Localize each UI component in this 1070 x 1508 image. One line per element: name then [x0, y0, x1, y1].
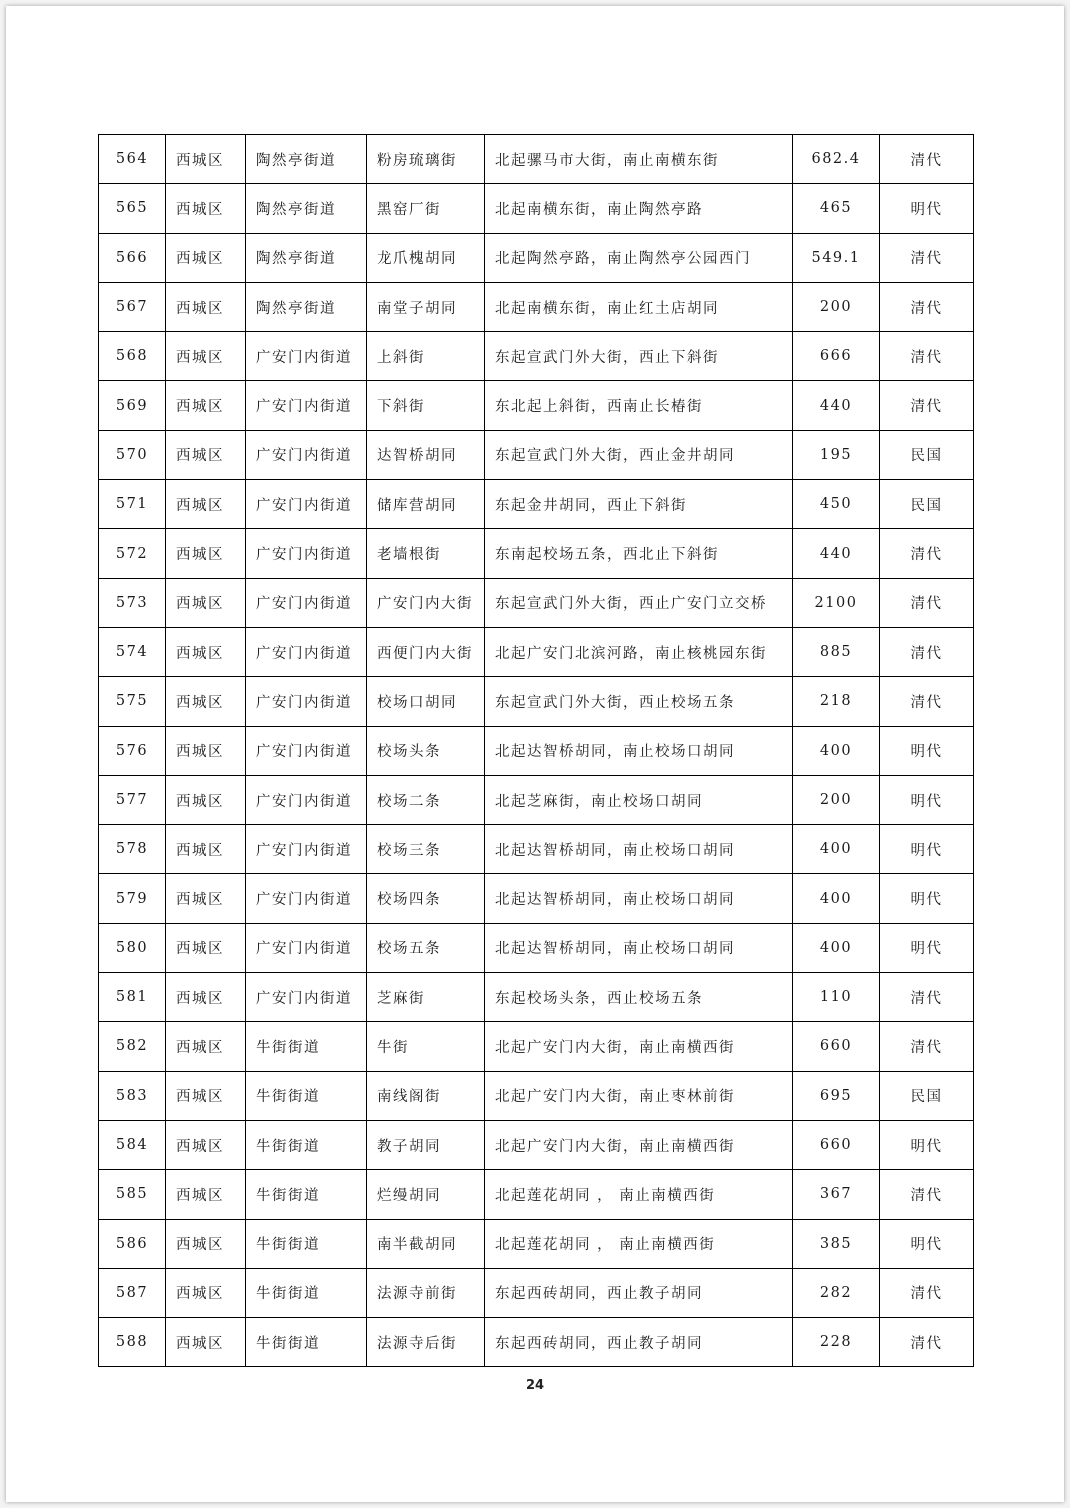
cell-length: 400	[793, 874, 880, 923]
cell-length: 282	[793, 1268, 880, 1317]
cell-street-name: 校场三条	[367, 825, 485, 874]
cell-district: 西城区	[166, 430, 246, 479]
cell-range: 东起西砖胡同，西止教子胡同	[485, 1268, 793, 1317]
table-row	[99, 529, 974, 578]
cell-era: 清代	[880, 1268, 974, 1317]
cell-number: 580	[99, 923, 166, 972]
cell-subdistrict: 牛街街道	[246, 1120, 367, 1169]
cell-range: 东起宣武门外大街，西止校场五条	[485, 677, 793, 726]
cell-length: 195	[793, 430, 880, 479]
cell-subdistrict: 牛街街道	[246, 1219, 367, 1268]
table-row	[99, 1120, 974, 1169]
cell-range: 东北起上斜街，西南止长椿街	[485, 381, 793, 430]
cell-subdistrict: 陶然亭街道	[246, 282, 367, 331]
cell-subdistrict: 广安门内街道	[246, 480, 367, 529]
cell-length: 666	[793, 332, 880, 381]
cell-era: 清代	[880, 627, 974, 676]
cell-number: 571	[99, 480, 166, 529]
cell-district: 西城区	[166, 529, 246, 578]
cell-street-name: 校场口胡同	[367, 677, 485, 726]
table-row	[99, 381, 974, 430]
cell-range: 北起陶然亭路，南止陶然亭公园西门	[485, 233, 793, 282]
cell-street-name: 南堂子胡同	[367, 282, 485, 331]
cell-district: 西城区	[166, 381, 246, 430]
cell-range: 北起达智桥胡同，南止校场口胡同	[485, 923, 793, 972]
table-row	[99, 430, 974, 479]
cell-district: 西城区	[166, 1022, 246, 1071]
cell-number: 584	[99, 1120, 166, 1169]
cell-number: 574	[99, 627, 166, 676]
cell-street-name: 牛街	[367, 1022, 485, 1071]
cell-number: 579	[99, 874, 166, 923]
cell-range: 北起达智桥胡同，南止校场口胡同	[485, 726, 793, 775]
cell-length: 367	[793, 1170, 880, 1219]
cell-number: 577	[99, 775, 166, 824]
table-row	[99, 578, 974, 627]
cell-street-name: 老墙根街	[367, 529, 485, 578]
cell-number: 588	[99, 1318, 166, 1367]
cell-length: 400	[793, 923, 880, 972]
cell-range: 北起广安门内大街，南止枣林前街	[485, 1071, 793, 1120]
cell-era: 明代	[880, 1120, 974, 1169]
cell-subdistrict: 广安门内街道	[246, 677, 367, 726]
cell-number: 564	[99, 135, 166, 184]
table-row	[99, 825, 974, 874]
table-body	[99, 135, 974, 1367]
cell-street-name: 储库营胡同	[367, 480, 485, 529]
cell-district: 西城区	[166, 775, 246, 824]
cell-street-name: 黑窑厂街	[367, 184, 485, 233]
cell-range: 东起宣武门外大街，西止广安门立交桥	[485, 578, 793, 627]
cell-era: 明代	[880, 775, 974, 824]
cell-street-name: 芝麻街	[367, 973, 485, 1022]
cell-era: 民国	[880, 1071, 974, 1120]
cell-era: 明代	[880, 726, 974, 775]
cell-subdistrict: 广安门内街道	[246, 381, 367, 430]
cell-era: 明代	[880, 825, 974, 874]
cell-number: 581	[99, 973, 166, 1022]
cell-era: 清代	[880, 1022, 974, 1071]
cell-street-name: 粉房琉璃街	[367, 135, 485, 184]
cell-range: 北起广安门内大街，南止南横西街	[485, 1022, 793, 1071]
cell-length: 549.1	[793, 233, 880, 282]
cell-length: 110	[793, 973, 880, 1022]
cell-district: 西城区	[166, 973, 246, 1022]
historic-streets-table	[98, 134, 974, 1367]
cell-subdistrict: 广安门内街道	[246, 775, 367, 824]
table-row	[99, 973, 974, 1022]
cell-subdistrict: 广安门内街道	[246, 529, 367, 578]
cell-subdistrict: 陶然亭街道	[246, 233, 367, 282]
cell-range: 北起芝麻街，南止校场口胡同	[485, 775, 793, 824]
cell-street-name: 上斜街	[367, 332, 485, 381]
cell-district: 西城区	[166, 480, 246, 529]
cell-subdistrict: 广安门内街道	[246, 874, 367, 923]
cell-subdistrict: 陶然亭街道	[246, 135, 367, 184]
cell-range: 北起广安门北滨河路，南止核桃园东街	[485, 627, 793, 676]
cell-number: 585	[99, 1170, 166, 1219]
cell-era: 清代	[880, 973, 974, 1022]
cell-era: 清代	[880, 1318, 974, 1367]
cell-number: 572	[99, 529, 166, 578]
table-row	[99, 1022, 974, 1071]
cell-range: 北起南横东街，南止陶然亭路	[485, 184, 793, 233]
cell-era: 清代	[880, 578, 974, 627]
cell-length: 200	[793, 282, 880, 331]
cell-district: 西城区	[166, 726, 246, 775]
cell-era: 清代	[880, 677, 974, 726]
cell-era: 明代	[880, 184, 974, 233]
table-row	[99, 1170, 974, 1219]
cell-street-name: 广安门内大街	[367, 578, 485, 627]
cell-street-name: 烂缦胡同	[367, 1170, 485, 1219]
cell-range: 北起达智桥胡同，南止校场口胡同	[485, 825, 793, 874]
cell-number: 583	[99, 1071, 166, 1120]
cell-street-name: 达智桥胡同	[367, 430, 485, 479]
cell-street-name: 校场五条	[367, 923, 485, 972]
cell-length: 682.4	[793, 135, 880, 184]
cell-number: 582	[99, 1022, 166, 1071]
cell-district: 西城区	[166, 135, 246, 184]
cell-range: 北起骡马市大街，南止南横东街	[485, 135, 793, 184]
cell-length: 660	[793, 1120, 880, 1169]
cell-era: 清代	[880, 282, 974, 331]
cell-subdistrict: 牛街街道	[246, 1022, 367, 1071]
table-row	[99, 677, 974, 726]
document-page	[6, 6, 1064, 1502]
cell-district: 西城区	[166, 677, 246, 726]
cell-length: 2100	[793, 578, 880, 627]
cell-length: 465	[793, 184, 880, 233]
cell-length: 440	[793, 529, 880, 578]
table-row	[99, 480, 974, 529]
cell-length: 400	[793, 726, 880, 775]
cell-street-name: 龙爪槐胡同	[367, 233, 485, 282]
cell-district: 西城区	[166, 874, 246, 923]
cell-range: 北起南横东街，南止红土店胡同	[485, 282, 793, 331]
cell-number: 573	[99, 578, 166, 627]
cell-range: 北起广安门内大街，南止南横西街	[485, 1120, 793, 1169]
cell-district: 西城区	[166, 1219, 246, 1268]
cell-length: 695	[793, 1071, 880, 1120]
table-row	[99, 135, 974, 184]
cell-era: 清代	[880, 381, 974, 430]
cell-number: 566	[99, 233, 166, 282]
cell-district: 西城区	[166, 1268, 246, 1317]
cell-street-name: 教子胡同	[367, 1120, 485, 1169]
cell-district: 西城区	[166, 825, 246, 874]
cell-street-name: 校场二条	[367, 775, 485, 824]
cell-subdistrict: 广安门内街道	[246, 578, 367, 627]
cell-district: 西城区	[166, 1120, 246, 1169]
cell-subdistrict: 牛街街道	[246, 1318, 367, 1367]
table-row	[99, 627, 974, 676]
cell-era: 明代	[880, 923, 974, 972]
cell-subdistrict: 牛街街道	[246, 1170, 367, 1219]
cell-street-name: 西便门内大街	[367, 627, 485, 676]
cell-era: 清代	[880, 1170, 974, 1219]
cell-length: 385	[793, 1219, 880, 1268]
cell-range: 东起校场头条，西止校场五条	[485, 973, 793, 1022]
cell-district: 西城区	[166, 1318, 246, 1367]
cell-subdistrict: 牛街街道	[246, 1268, 367, 1317]
cell-range: 东起宣武门外大街，西止下斜街	[485, 332, 793, 381]
page-number: 24	[525, 1378, 545, 1393]
table-row	[99, 923, 974, 972]
cell-number: 565	[99, 184, 166, 233]
table-row	[99, 1219, 974, 1268]
table-row	[99, 726, 974, 775]
table-row	[99, 282, 974, 331]
cell-era: 清代	[880, 233, 974, 282]
cell-subdistrict: 广安门内街道	[246, 923, 367, 972]
cell-subdistrict: 广安门内街道	[246, 332, 367, 381]
cell-street-name: 校场头条	[367, 726, 485, 775]
table-row	[99, 184, 974, 233]
cell-range: 东南起校场五条，西北止下斜街	[485, 529, 793, 578]
cell-era: 清代	[880, 332, 974, 381]
cell-number: 569	[99, 381, 166, 430]
cell-district: 西城区	[166, 282, 246, 331]
cell-length: 660	[793, 1022, 880, 1071]
cell-era: 民国	[880, 430, 974, 479]
cell-number: 578	[99, 825, 166, 874]
cell-district: 西城区	[166, 332, 246, 381]
cell-district: 西城区	[166, 233, 246, 282]
table-row	[99, 1318, 974, 1367]
cell-subdistrict: 牛街街道	[246, 1071, 367, 1120]
cell-length: 228	[793, 1318, 880, 1367]
cell-length: 200	[793, 775, 880, 824]
cell-street-name: 南线阁街	[367, 1071, 485, 1120]
cell-district: 西城区	[166, 627, 246, 676]
cell-era: 明代	[880, 1219, 974, 1268]
cell-length: 885	[793, 627, 880, 676]
table-row	[99, 775, 974, 824]
cell-subdistrict: 广安门内街道	[246, 973, 367, 1022]
table-row	[99, 233, 974, 282]
cell-district: 西城区	[166, 184, 246, 233]
cell-district: 西城区	[166, 1170, 246, 1219]
cell-range: 东起金井胡同，西止下斜街	[485, 480, 793, 529]
cell-subdistrict: 陶然亭街道	[246, 184, 367, 233]
cell-number: 568	[99, 332, 166, 381]
cell-number: 575	[99, 677, 166, 726]
cell-subdistrict: 广安门内街道	[246, 825, 367, 874]
cell-number: 567	[99, 282, 166, 331]
cell-era: 民国	[880, 480, 974, 529]
cell-number: 586	[99, 1219, 166, 1268]
cell-street-name: 下斜街	[367, 381, 485, 430]
cell-length: 450	[793, 480, 880, 529]
cell-number: 570	[99, 430, 166, 479]
cell-street-name: 南半截胡同	[367, 1219, 485, 1268]
cell-range: 东起宣武门外大街，西止金井胡同	[485, 430, 793, 479]
cell-district: 西城区	[166, 1071, 246, 1120]
cell-era: 明代	[880, 874, 974, 923]
cell-era: 清代	[880, 529, 974, 578]
cell-era: 清代	[880, 135, 974, 184]
cell-range: 北起莲花胡同 ， 南止南横西街	[485, 1170, 793, 1219]
cell-range: 北起莲花胡同 ， 南止南横西街	[485, 1219, 793, 1268]
cell-district: 西城区	[166, 578, 246, 627]
cell-subdistrict: 广安门内街道	[246, 627, 367, 676]
cell-range: 东起西砖胡同，西止教子胡同	[485, 1318, 793, 1367]
cell-subdistrict: 广安门内街道	[246, 726, 367, 775]
cell-length: 440	[793, 381, 880, 430]
table-row	[99, 332, 974, 381]
cell-length: 400	[793, 825, 880, 874]
cell-number: 576	[99, 726, 166, 775]
cell-street-name: 校场四条	[367, 874, 485, 923]
cell-street-name: 法源寺后街	[367, 1318, 485, 1367]
cell-number: 587	[99, 1268, 166, 1317]
cell-district: 西城区	[166, 923, 246, 972]
cell-street-name: 法源寺前街	[367, 1268, 485, 1317]
cell-range: 北起达智桥胡同，南止校场口胡同	[485, 874, 793, 923]
table-row	[99, 1268, 974, 1317]
cell-subdistrict: 广安门内街道	[246, 430, 367, 479]
table-row	[99, 874, 974, 923]
cell-length: 218	[793, 677, 880, 726]
table-row	[99, 1071, 974, 1120]
